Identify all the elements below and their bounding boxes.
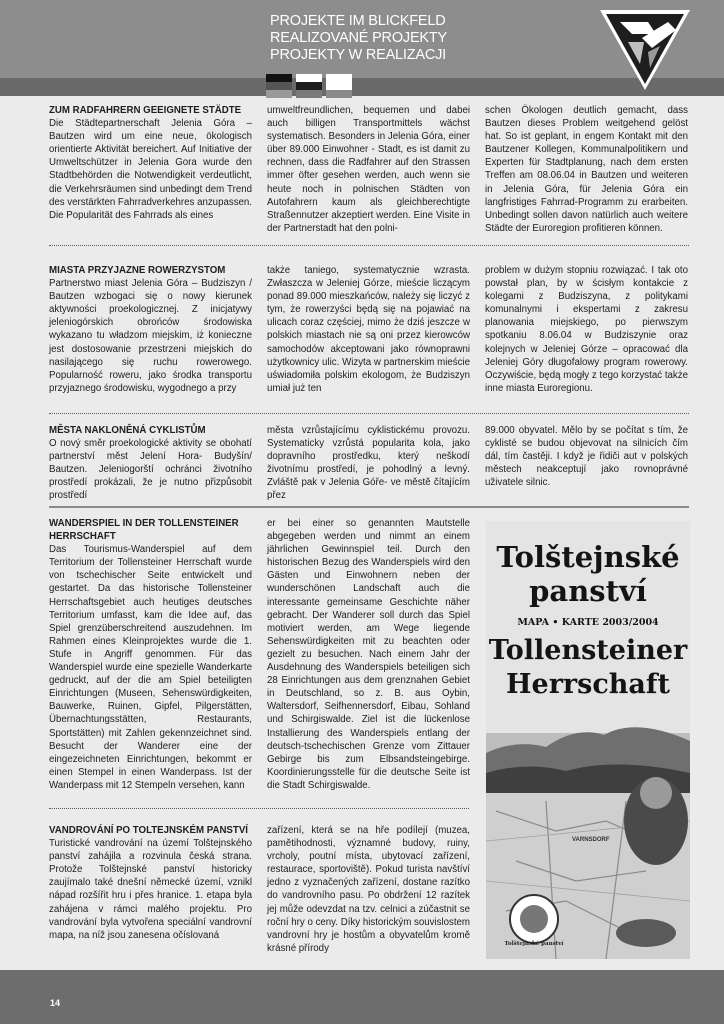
- article-text: Das Tourismus-Wanderspiel auf dem Territorium der Tollensteiner Herrschaft wurde von tschechischer Seite entwickelt und gestartet. Da das historische Tollensteiner Herrschaftsgebiet auch heutiges deutsches Territorium umfasst, kam die Idee auf, das Spiel grenzüberschreitend auszudehnen. Im Rahmen eines Kleinprojektes wurde die 1. Stufe in Angriff genommen. Für das Wanderspiel wurde eine spezielle Wanderkarte gedruckt, auf der die am Spiel beteiligten Einrichtungen (Museen, Sehenswürdigkeiten, Bauwerke, Ruinen, Gipfel, Pilgerstätten, Übernachtungsstätten, Restaurants, Sportstätten) mit Zahlen gekennzeichnet sind. Besucht der Wanderer eine der eingezeichneten Einrichtungen, bekommt er einen Stempel in einen Wanderpass. Ist der Wanderpass mit 12 Stempeln versehen, kann: [49, 544, 252, 791]
- section-divider: [49, 245, 689, 246]
- section-divider: [49, 506, 689, 508]
- article-text: schen Ökologen deutlich gemacht, dass Bautzen dieses Problem weitgehend gelöst hat. So ist geplant, in engem Kontakt mit den Bautzener Kollegen, Kommunalpolitikern und Experten für Stadtplanung, nach dem ersten Treffen am 08.06.04 in Bautzen und weiteren in Jelenia Góra, für Jelenia Góra ein langfristiges Fahrrad-Programm zu erarbeiten. Unbedingt sollen davon natürlich auch weitere Städte der Euroregion profitieren können.: [485, 105, 688, 234]
- article-radfahrer-de: [49, 104, 689, 238]
- flag-germany-icon: [266, 74, 292, 98]
- article-text: Die Städtepartnerschaft Jelenia Góra – Bautzen wird um eine neue, ökologisch orientierte Aktivität bereichert. Auf Initiative der Umweltschützer in Jelenia Gora wurde den Stadtbehörden die Notwendigkeit verdeutlicht, die Verkehrsräumen sind unbedingt dem Trend des verstärkten Fahrradverkehres anzupassen. Die Popularität des Fahrrads als eines: [49, 118, 253, 221]
- article-heading: MĚSTA NAKLONĚNÁ CYKLISTŮM: [49, 425, 206, 436]
- article-text: Partnerstwo miast Jelenia Góra – Budziszyn / Bautzen wzbogaci się o nowy kierunek aktywności proekologicznej. Z inicjatywy jeleniogórskich obrońców środowiska wykazano tu władzom miejskim, iż konieczne jest dostosowanie przestrzeni miejskich do nasilającego się ruchu rowerowego. Popularność roweru, jako środka transportu przyjaznego środowisku, wygodnego a przy: [49, 278, 252, 394]
- map-title-cz-line1: Tolštejnské: [496, 540, 680, 574]
- map-subtitle: MAPA • KARTE 2003/2004: [517, 617, 659, 628]
- header-title-line: REALIZOVANÉ PROJEKTY: [270, 30, 448, 46]
- euroregion-logo-icon: [598, 8, 692, 92]
- article-text: er bei einer so genannten Mautstelle abgegeben werden und nimmt an einem jährlichen Gewinnspiel teil. Durch den historischen Bezug des Wanderspiels wird den Gästen und Einwohnern neben der wunderschönen Landschaft auch die interessante gemeinsame Geschichte näher gebracht. Der Wanderer soll durch das Spiel motiviert werden, am Wege liegende Sehenswürdigkeiten mit zu beachten oder gezielt zu besuchen. Nach einem Jahr der Ausdehnung des Wanderspiels beteiligen sich 28 Einrichtungen aus dem grenznahen Gebiet in Deutschland, so z. B. aus Oybin, Waltersdorf, Seifhennersdorf, Eibau, Sohland und Schirgiswalde. Ziel ist die lückenlose Installierung des Wanderspiels entlang der deutsch-tschechischen Grenze vom Zittauer Gebirge bis zum Elbsandsteingebirge. Koordinierungsstelle für die deutsche Seite ist die Stadt Schirgiswalde.: [267, 518, 470, 791]
- header-title-line: PROJEKTE IM BLICKFELD: [270, 13, 446, 29]
- map-place-label: VARNSDORF: [572, 837, 610, 843]
- section-divider: [49, 413, 689, 414]
- article-heading: MIASTA PRZYJAZNE ROWERZYSTOM: [49, 265, 226, 276]
- map-title-de-line2: Herrschaft: [506, 669, 670, 700]
- page-number: 14: [50, 998, 61, 1008]
- section-divider: [49, 808, 469, 809]
- page-header-title: [270, 13, 530, 64]
- article-text: O nový směr proekologické aktivity se obohatí partnerství měst Jelení Hora- Budyšín/ Bautzen. Jeleniogorští ochránci životního prostředí prokázali, že je nutno přizpůsobit prostředí: [49, 438, 252, 502]
- article-text: problem w dużym stopniu rozwiązać. I tak oto powstał plan, by w ścisłym kontakcie z kolegami z Budziszyna, z politykami komunalnymi i ekspertami z zakresu planowania miejskiego, po pierwszym spotkaniu 8.06.04 w Budziszynie oraz kolejnych w Jeleniej Górze – opracować dla Jeleniej Góry długofalowy program rowerowy. Oczywiście, będą mogły z tego korzystać także inne miasta Euroregionu.: [485, 265, 688, 394]
- article-text: města vzrůstajícímu cyklistickému provozu. Systematicky vzrůstá popularita kola, jako dopravního prostředku, který neškodí životnímu prostředí, je pohodlný a levný. Zvláště pak v Jelenia Góře- ve městě čítajícím přez: [267, 425, 470, 502]
- flag-czech-icon: [296, 74, 322, 98]
- article-rowerzysci-pl: [49, 264, 689, 402]
- article-cyklisti-cz: [49, 424, 689, 500]
- page-footer: [0, 970, 724, 1024]
- article-text: 89.000 obyvatel. Mělo by se počítat s tím, že cyklisté se budou objevovat na silnicích čím dál, tím častěji. I když je řidiči aut v polských městech neakceptují jako rovnoprávné uživatele silnic.: [485, 425, 688, 489]
- article-heading: WANDERSPIEL IN DER TOLLENSTEINER HERRSCHAFT: [49, 518, 239, 543]
- article-heading: VANDROVÁNÍ PO TOLTEJNSKÉM PANSTVÍ: [49, 825, 248, 836]
- map-cover-image: [486, 521, 690, 959]
- map-title-de-line1: Tollensteiner: [488, 635, 688, 666]
- article-text: umweltfreundlichen, bequemen und dabei auch billigen Transportmittels wächst systematisch. Besonders in Jelenia Góra, einer über 89.000 Einwohner - Stadt, es ist damit zu rechnen, dass die Radfahrer auf den Strassen immer öfter gesehen werden, auch wenn sie heute noch in polnischen Städten von Autofahrern kaum als gleichberechtigte Straßennutzer akzeptiert werden. Eine Visite in der Partnerstadt hat den polni-: [267, 105, 470, 234]
- header-title-line: PROJEKTY W REALIZACJI: [270, 47, 447, 63]
- flag-poland-icon: [326, 74, 352, 98]
- map-title-cz-line2: panství: [529, 574, 647, 608]
- article-text: Turistické vandrování na území Tolštejnského panství zahájila a rozvinula česká strana. Protože Tolštejnské panství historicky zaujímalo také dnešní německé území, vznikl nápad rozšířit hru i přes hranice. 1. etapa byla zahájena v rámci malého projektu. Pro vandrování byla vytvořena speciální vandrovní mapa, na níž jsou zanesena očíslovaná: [49, 838, 252, 941]
- article-heading: ZUM RADFAHRERN GEEIGNETE STÄDTE: [49, 105, 242, 116]
- article-text: także taniego, systematycznie wzrasta. Zwłaszcza w Jeleniej Górze, mieście liczącym ponad 89.000 mieszkańców, należy się liczyć z tym, że rowerzyści będą się na pojawiać na ulicach coraz częściej, mimo że dziś jeszcze w polskich miastach nie są oni przez kierowców samochodów akceptowani jako równoprawni użytkownicy ulic. Wizyta w partnerskim mieście uświadomiła polskim ekologom, że Budziszyn umiał już ten: [267, 265, 470, 394]
- article-text: zařízení, která se na hře podílejí (muzea, pamětihodnosti, významné budovy, ruiny, vrcholy, poutní místa, ubytovací zařízení, restaurace, sportoviště). Pokud turista navštíví jedno z vyznačených zařízení, dostane razítko do vandrovního pasu. Po obdržení 12 razítek jej může odevzdat na tzv. celnici a zúčastnit se roční hry o ceny. Díky historickým souvislostem vandrovní hry je hostům a obyvatelům kromě krásné přírody: [267, 825, 470, 954]
- map-seal-label: Tolštejnské panství: [504, 941, 564, 947]
